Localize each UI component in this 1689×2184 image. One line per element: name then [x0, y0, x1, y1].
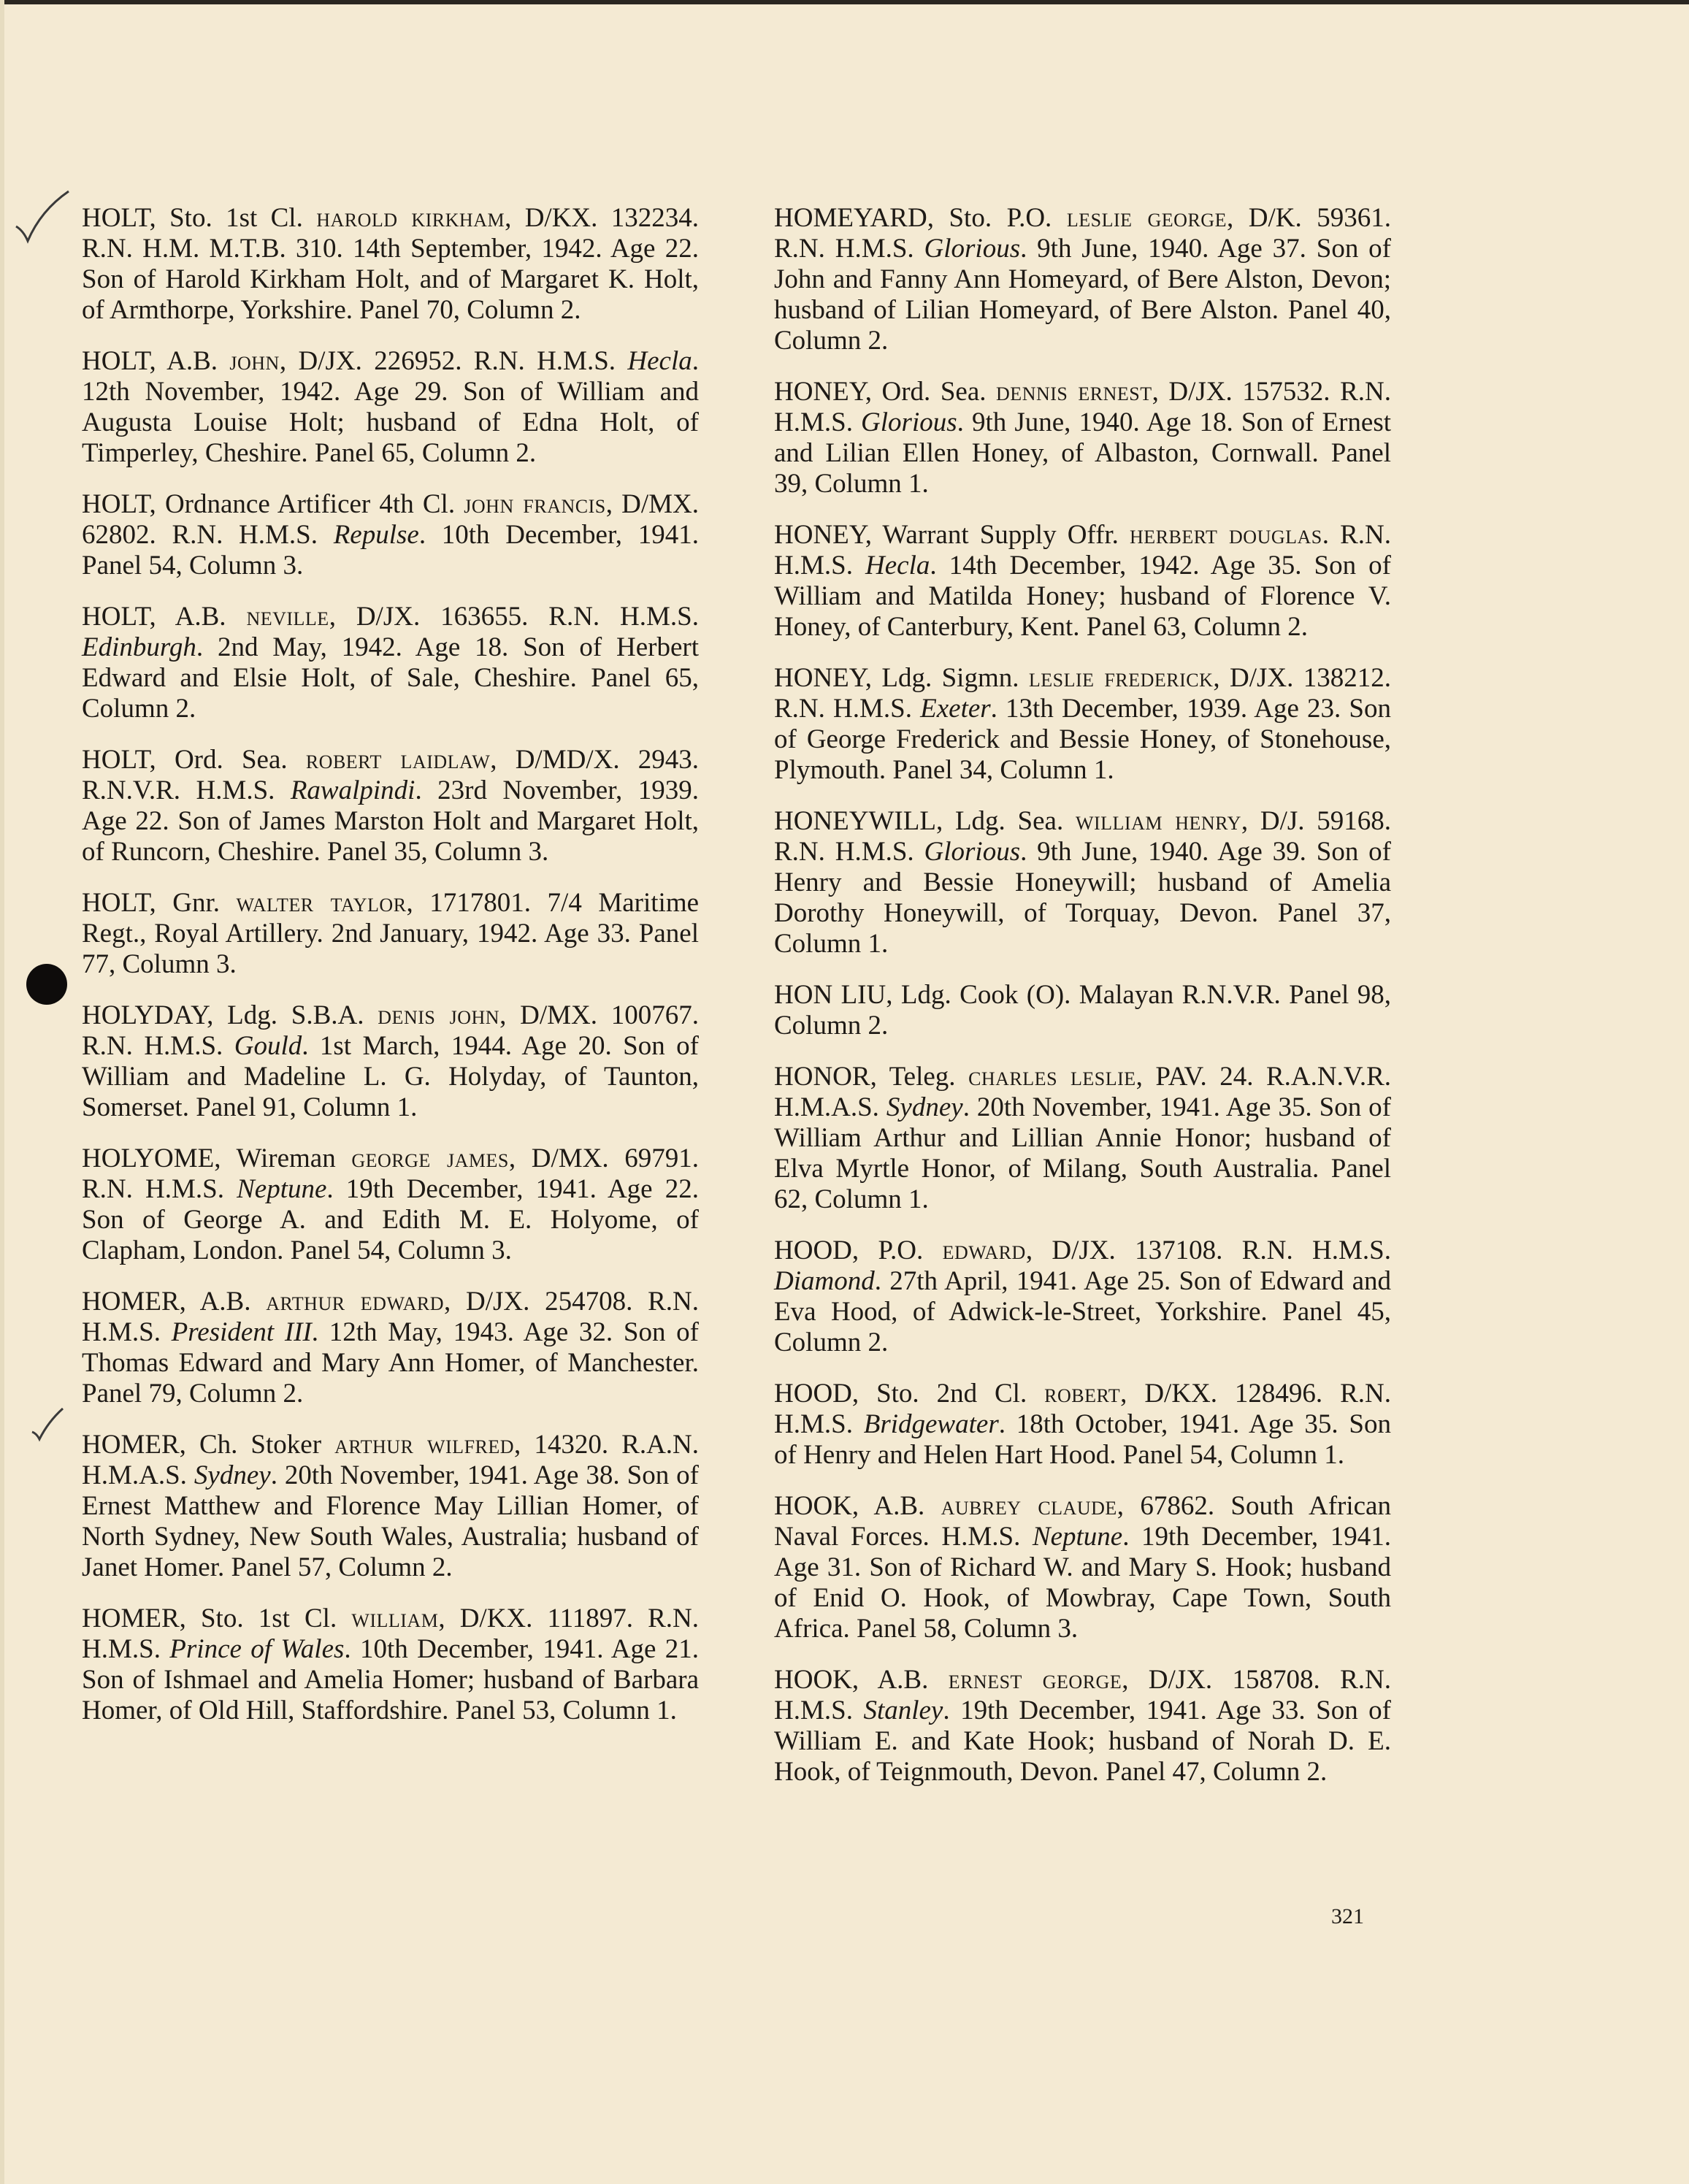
- entry-details: . 19th December, 1941. Age 22. Son of George A. and Edith M. E. Holyome, of Clapham, London. Panel 54, Column 3.: [82, 1174, 699, 1265]
- entry-surname: HOLT: [82, 203, 150, 233]
- entry-details: , D/JX. 137108. R.N. H.M.S.: [1025, 1235, 1392, 1265]
- entry-given-names: leslie frederick: [1028, 663, 1214, 693]
- entry-details: , D/KX. 128496. R.N. H.M.S.: [774, 1379, 1391, 1439]
- entry-ship: Edinburgh: [82, 632, 196, 662]
- entry-details: . 19th December, 1941. Age 33. Son of William E. and Kate Hook; husband of Norah D. E. Hook, of Teignmouth, Devon. Panel 47, Column 2.: [774, 1696, 1392, 1787]
- entry-details: , D/MX. 69791. R.N. H.M.S.: [82, 1143, 699, 1204]
- entry-surname: HONEY: [774, 663, 865, 693]
- roll-entry: HONEYWILL, Ldg. Sea. william henry, D/J. 59168. R.N. H.M.S. Glorious. 9th June, 1940. Age 39. Son of Henry and Bessie Honeywill; husband of Amelia Dorothy Honeywill, of Torquay, Devon. Panel 37, Column 1.: [774, 806, 1392, 959]
- entry-ship: Repulse: [333, 520, 419, 550]
- entry-ship: President III: [171, 1317, 312, 1347]
- entry-given-names: john: [229, 346, 280, 376]
- roll-entry: HOMER, Ch. Stoker arthur wilfred, 14320. R.A.N. H.M.A.S. Sydney. 20th November, 1941. Age 38. Son of Ernest Matthew and Florence May Lillian Homer, of North Sydney, New South Wales, Australia; husband of Janet Homer. Panel 57, Column 2.: [82, 1430, 700, 1582]
- entry-given-names: john francis: [464, 489, 606, 519]
- entry-details: , D/KX. 111897. R.N. H.M.S.: [82, 1603, 699, 1664]
- entry-details: , D/K. 59361. R.N. H.M.S.: [774, 203, 1391, 264]
- entry-ship: Rawalpindi: [290, 775, 415, 805]
- roll-entry: HOOD, P.O. edward, D/JX. 137108. R.N. H.M.S. Diamond. 27th April, 1941. Age 25. Son of Edward and Eva Hood, of Adwick-le-Street, Yorkshire. Panel 45, Column 2.: [774, 1235, 1392, 1357]
- entry-details: , D/MX. 100767. R.N. H.M.S.: [82, 1000, 700, 1061]
- entry-surname: HONEYWILL: [774, 806, 936, 836]
- entry-details: , D/JX. 157532. R.N. H.M.S.: [774, 377, 1391, 437]
- roll-entry: HOMER, Sto. 1st Cl. william, D/KX. 111897. R.N. H.M.S. Prince of Wales. 10th December, 1941. Age 21. Son of Ishmael and Amelia Homer; husband of Barbara Homer, of Old Hill, Staffordshire. Panel 53, Column 1.: [82, 1603, 699, 1725]
- entry-details: , D/J. 59168. R.N. H.M.S.: [774, 806, 1392, 867]
- entry-ship: Sydney: [886, 1092, 963, 1122]
- entry-surname: HOLT: [82, 602, 150, 632]
- entry-rank: A.B.: [166, 346, 218, 376]
- right-column: [774, 203, 1391, 1808]
- roll-entry: HONOR, Teleg. charles leslie, PAV. 24. R.A.N.V.R. H.M.A.S. Sydney. 20th November, 1941. Age 35. Son of William Arthur and Lillian Annie Honor; husband of Elva Myrtle Honor, of Milang, South Australia. Panel 62, Column 1.: [774, 1062, 1392, 1214]
- entry-details: , PAV. 24. R.A.N.V.R. H.M.A.S.: [774, 1062, 1391, 1122]
- entry-details: . 12th May, 1943. Age 32. Son of Thomas Edward and Mary Ann Homer, of Manchester. Panel 79, Column 2.: [82, 1317, 699, 1409]
- entry-rank: P.O.: [878, 1235, 924, 1265]
- entry-given-names: neville: [246, 602, 329, 632]
- entry-given-names: edward: [942, 1235, 1026, 1265]
- entry-ship: Sydney: [194, 1460, 271, 1490]
- entry-details: , D/KX. 132234. R.N. H.M. M.T.B. 310. 14th September, 1942. Age 22. Son of Harold Kirkham Holt, and of Margaret K. Holt, of Armthorpe, Yorkshire. Panel 70, Column 2.: [82, 203, 700, 325]
- entry-surname: HOMER: [82, 1430, 180, 1460]
- entry-rank: Sto. 1st Cl.: [169, 203, 303, 233]
- check-mark-icon: [13, 188, 72, 247]
- entry-details: , D/JX. 254708. R.N. H.M.S.: [82, 1287, 699, 1347]
- entry-given-names: aubrey claude: [941, 1491, 1117, 1521]
- entry-ship: Glorious: [924, 837, 1021, 867]
- entry-rank: Sto. P.O.: [949, 203, 1052, 233]
- left-column: [82, 203, 699, 1747]
- entry-details: . 9th June, 1940. Age 18. Son of Ernest and Lilian Ellen Honey, of Albaston, Cornwall. Panel 39, Column 1.: [774, 407, 1391, 499]
- entry-surname: HOOD: [774, 1379, 852, 1409]
- entry-surname: HOOK: [774, 1491, 852, 1521]
- roll-entry: HOMEYARD, Sto. P.O. leslie george, D/K. 59361. R.N. H.M.S. Glorious. 9th June, 1940. Age 37. Son of John and Fanny Ann Homeyard, of Bere Alston, Devon; husband of Lilian Homeyard, of Bere Alston. Panel 40, Column 2.: [774, 203, 1391, 356]
- roll-entry: HONEY, Ldg. Sigmn. leslie frederick, D/JX. 138212. R.N. H.M.S. Exeter. 13th December, 1939. Age 23. Son of George Frederick and Bessie Honey, of Stonehouse, Plymouth. Panel 34, Column 1.: [774, 663, 1392, 785]
- entry-surname: HONOR: [774, 1062, 870, 1092]
- entry-surname: HON LIU: [774, 980, 886, 1010]
- entry-ship: Bridgewater: [863, 1409, 999, 1439]
- entry-ship: Prince of Wales: [169, 1634, 345, 1664]
- entry-details: . 20th November, 1941. Age 35. Son of William Arthur and Lillian Annie Honor; husband of Elva Myrtle Honor, of Milang, South Australia. Panel 62, Column 1.: [774, 1092, 1392, 1214]
- entry-surname: HOLT: [82, 346, 150, 376]
- entry-surname: HONEY: [774, 377, 865, 407]
- roll-entry: HOLYOME, Wireman george james, D/MX. 69791. R.N. H.M.S. Neptune. 19th December, 1941. Age 22. Son of George A. and Edith M. E. Holyome, of Clapham, London. Panel 54, Column 3.: [82, 1143, 699, 1265]
- roll-entry: HOLYDAY, Ldg. S.B.A. denis john, D/MX. 100767. R.N. H.M.S. Gould. 1st March, 1944. Age 20. Son of William and Madeline L. G. Holyday, of Taunton, Somerset. Panel 91, Column 1.: [82, 1000, 700, 1122]
- entry-given-names: denis john: [378, 1000, 500, 1030]
- entry-details: . 1st March, 1944. Age 20. Son of William and Madeline L. G. Holyday, of Taunton, Somerset. Panel 91, Column 1.: [82, 1031, 699, 1122]
- roll-entry: HON LIU, Ldg. Cook (O). Malayan R.N.V.R. Panel 98, Column 2.: [774, 980, 1391, 1041]
- roll-entry: HOLT, Gnr. walter taylor, 1717801. 7/4 Maritime Regt., Royal Artillery. 2nd January, 1942. Age 33. Panel 77, Column 3.: [82, 888, 700, 979]
- entry-rank: Gnr.: [172, 888, 221, 918]
- entry-details: , D/JX. 158708. R.N. H.M.S.: [774, 1665, 1391, 1725]
- entry-details: . 13th December, 1939. Age 23. Son of George Frederick and Bessie Honey, of Stonehouse, Plymouth. Panel 34, Column 1.: [774, 694, 1391, 785]
- roll-entry: HOMER, A.B. arthur edward, D/JX. 254708. R.N. H.M.S. President III. 12th May, 1943. Age 32. Son of Thomas Edward and Mary Ann Homer, of Manchester. Panel 79, Column 2.: [82, 1287, 699, 1409]
- roll-entry: HOOK, A.B. ernest george, D/JX. 158708. R.N. H.M.S. Stanley. 19th December, 1941. Age 33. Son of William E. and Kate Hook; husband of Norah D. E. Hook, of Teignmouth, Devon. Panel 47, Column 2.: [774, 1665, 1392, 1787]
- entry-details: . 10th December, 1941. Panel 54, Column 3.: [82, 520, 699, 581]
- entry-ship: Neptune: [1032, 1522, 1123, 1552]
- entry-surname: HONEY: [774, 520, 865, 550]
- page-number: 321: [1331, 1904, 1364, 1928]
- entry-rank: Ordnance Artificer 4th Cl.: [164, 489, 456, 519]
- entry-surname: HOLT: [82, 745, 150, 775]
- entry-rank: A.B.: [873, 1491, 925, 1521]
- entry-details: . 23rd November, 1939. Age 22. Son of James Marston Holt and Margaret Holt, of Runcorn, Cheshire. Panel 35, Column 3.: [82, 775, 699, 867]
- entry-rank: A.B.: [199, 1287, 251, 1317]
- entry-details: Malayan R.N.V.R. Panel 98, Column 2.: [774, 980, 1391, 1041]
- entry-rank: Ord. Sea.: [881, 377, 987, 407]
- scan-left-edge: [0, 0, 4, 2184]
- entry-rank: Ldg. Sigmn.: [881, 663, 1019, 693]
- entry-surname: HOMER: [82, 1603, 180, 1633]
- entry-given-names: walter taylor: [236, 888, 407, 918]
- scan-top-edge: [0, 0, 1689, 4]
- entry-surname: HOMEYARD: [774, 203, 927, 233]
- roll-entry: HOLT, A.B. neville, D/JX. 163655. R.N. H.M.S. Edinburgh. 2nd May, 1942. Age 18. Son of Herbert Edward and Elsie Holt, of Sale, Cheshire. Panel 65, Column 2.: [82, 602, 700, 724]
- entry-ship: Gould: [234, 1031, 302, 1061]
- entry-rank: Teleg.: [889, 1062, 956, 1092]
- entry-rank: A.B.: [175, 602, 226, 632]
- entry-ship: Stanley: [863, 1696, 943, 1725]
- entry-given-names: arthur edward: [266, 1287, 445, 1317]
- entry-ship: Hecla: [627, 346, 692, 376]
- entry-details: . 10th December, 1941. Age 21. Son of Ishmael and Amelia Homer; husband of Barbara Homer, of Old Hill, Staffordshire. Panel 53, Column 1.: [82, 1634, 699, 1725]
- entry-rank: Ord. Sea.: [174, 745, 288, 775]
- roll-entry: HOLT, A.B. john, D/JX. 226952. R.N. H.M.S. Hecla. 12th November, 1942. Age 29. Son of William and Augusta Louise Holt; husband of Edna Holt, of Timperley, Cheshire. Panel 65, Column 2.: [82, 346, 700, 468]
- entry-ship: Glorious: [861, 407, 957, 437]
- entry-ship: Hecla: [865, 551, 930, 581]
- entry-rank: Warrant Supply Offr.: [882, 520, 1119, 550]
- roll-entry: HOOK, A.B. aubrey claude, 67862. South African Naval Forces. H.M.S. Neptune. 19th December, 1941. Age 31. Son of Richard W. and Mary S. Hook; husband of Enid O. Hook, of Mowbray, Cape Town, South Africa. Panel 58, Column 3.: [774, 1491, 1391, 1644]
- entry-surname: HOLYDAY: [82, 1000, 207, 1030]
- entry-details: , 1717801. 7/4 Maritime Regt., Royal Artillery. 2nd January, 1942. Age 33. Panel 77, Column 3.: [82, 888, 700, 979]
- entry-ship: Glorious: [924, 234, 1021, 264]
- roll-entry: HOLT, Ordnance Artificer 4th Cl. john francis, D/MX. 62802. R.N. H.M.S. Repulse. 10th December, 1941. Panel 54, Column 3.: [82, 489, 700, 581]
- filled-dot-icon: [25, 962, 69, 1006]
- entry-ship: Neptune: [237, 1174, 327, 1204]
- entry-rank: Ldg. Cook (O).: [900, 980, 1071, 1010]
- entry-rank: Sto. 1st Cl.: [200, 1603, 337, 1633]
- entry-rank: A.B.: [877, 1665, 929, 1695]
- check-mark-icon: [29, 1406, 66, 1442]
- entry-details: . 2nd May, 1942. Age 18. Son of Herbert Edward and Elsie Holt, of Sale, Cheshire. Panel 65, Column 2.: [82, 632, 699, 724]
- entry-details: . 14th December, 1942. Age 35. Son of William and Matilda Honey; husband of Florence V. Honey, of Canterbury, Kent. Panel 63, Column 2.: [774, 551, 1391, 642]
- entry-given-names: ernest george: [948, 1665, 1122, 1695]
- entry-surname: HOLT: [82, 888, 150, 918]
- entry-ship: Diamond: [774, 1266, 875, 1296]
- entry-rank: Sto. 2nd Cl.: [876, 1379, 1027, 1409]
- entry-details: . 18th October, 1941. Age 35. Son of Henry and Helen Hart Hood. Panel 54, Column 1.: [774, 1409, 1391, 1470]
- entry-details: . 9th June, 1940. Age 39. Son of Henry and Bessie Honeywill; husband of Amelia Dorothy Honeywill, of Torquay, Devon. Panel 37, Column 1.: [774, 837, 1391, 959]
- entry-rank: Ldg. Sea.: [954, 806, 1064, 836]
- entry-given-names: william: [351, 1603, 439, 1633]
- entry-details: , D/MD/X. 2943. R.N.V.R. H.M.S.: [82, 745, 700, 805]
- entry-given-names: robert: [1044, 1379, 1121, 1409]
- entry-rank: Wireman: [236, 1143, 336, 1173]
- entry-rank: Ldg. S.B.A.: [227, 1000, 364, 1030]
- entry-details: . 9th June, 1940. Age 37. Son of John and Fanny Ann Homeyard, of Bere Alston, Devon; husband of Lilian Homeyard, of Bere Alston. Panel 40, Column 2.: [774, 234, 1391, 356]
- entry-surname: HOLYOME: [82, 1143, 215, 1173]
- roll-entry: HOLT, Ord. Sea. robert laidlaw, D/MD/X. 2943. R.N.V.R. H.M.S. Rawalpindi. 23rd November, 1939. Age 22. Son of James Marston Holt and Margaret Holt, of Runcorn, Cheshire. Panel 35, Column 3.: [82, 745, 700, 867]
- entry-given-names: charles leslie: [968, 1062, 1136, 1092]
- roll-entry: HONEY, Warrant Supply Offr. herbert douglas. R.N. H.M.S. Hecla. 14th December, 1942. Age 35. Son of William and Matilda Honey; husband of Florence V. Honey, of Canterbury, Kent. Panel 63, Column 2.: [774, 520, 1392, 642]
- entry-details: , 67862. South African Naval Forces. H.M.S.: [774, 1491, 1391, 1552]
- entry-details: , D/JX. 163655. R.N. H.M.S.: [329, 602, 700, 632]
- entry-given-names: herbert douglas: [1130, 520, 1322, 550]
- entry-details: . 19th December, 1941. Age 31. Son of Richard W. and Mary S. Hook; husband of Enid O. Hook, of Mowbray, Cape Town, South Africa. Panel 58, Column 3.: [774, 1522, 1391, 1644]
- entry-given-names: dennis ernest: [996, 377, 1152, 407]
- entry-given-names: arthur wilfred: [334, 1430, 515, 1460]
- entry-given-names: leslie george: [1066, 203, 1227, 233]
- entry-surname: HOLT: [82, 489, 150, 519]
- entry-surname: HOOD: [774, 1235, 852, 1265]
- roll-entry: HOLT, Sto. 1st Cl. harold kirkham, D/KX. 132234. R.N. H.M. M.T.B. 310. 14th September, 1942. Age 22. Son of Harold Kirkham Holt, and of Margaret K. Holt, of Armthorpe, Yorkshire. Panel 70, Column 2.: [82, 203, 700, 325]
- entry-given-names: harold kirkham: [316, 203, 505, 233]
- entry-ship: Exeter: [920, 694, 991, 724]
- entry-given-names: robert laidlaw: [305, 745, 491, 775]
- entry-details: . 12th November, 1942. Age 29. Son of William and Augusta Louise Holt; husband of Edna Holt, of Timperley, Cheshire. Panel 65, Column 2.: [82, 346, 700, 468]
- entry-surname: HOOK: [774, 1665, 852, 1695]
- entry-details: . 27th April, 1941. Age 25. Son of Edward and Eva Hood, of Adwick-le-Street, Yorkshire. Panel 45, Column 2.: [774, 1266, 1391, 1357]
- entry-given-names: william henry: [1075, 806, 1241, 836]
- roll-entry: HONEY, Ord. Sea. dennis ernest, D/JX. 157532. R.N. H.M.S. Glorious. 9th June, 1940. Age 18. Son of Ernest and Lilian Ellen Honey, of Albaston, Cornwall. Panel 39, Column 1.: [774, 377, 1391, 499]
- entry-details: . 20th November, 1941. Age 38. Son of Ernest Matthew and Florence May Lillian Homer, of North Sydney, New South Wales, Australia; husband of Janet Homer. Panel 57, Column 2.: [82, 1460, 700, 1582]
- entry-given-names: george james: [351, 1143, 509, 1173]
- entry-details: , 14320. R.A.N. H.M.A.S.: [82, 1430, 700, 1490]
- entry-rank: Ch. Stoker: [199, 1430, 322, 1460]
- entry-details: , D/MX. 62802. R.N. H.M.S.: [82, 489, 700, 550]
- roll-entry: HOOD, Sto. 2nd Cl. robert, D/KX. 128496. R.N. H.M.S. Bridgewater. 18th October, 1941. Age 35. Son of Henry and Helen Hart Hood. Panel 54, Column 1.: [774, 1379, 1391, 1470]
- entry-details: , D/JX. 138212. R.N. H.M.S.: [774, 663, 1392, 724]
- entry-surname: HOMER: [82, 1287, 180, 1317]
- entry-details: . R.N. H.M.S.: [774, 520, 1392, 581]
- entry-details: , D/JX. 226952. R.N. H.M.S.: [279, 346, 628, 376]
